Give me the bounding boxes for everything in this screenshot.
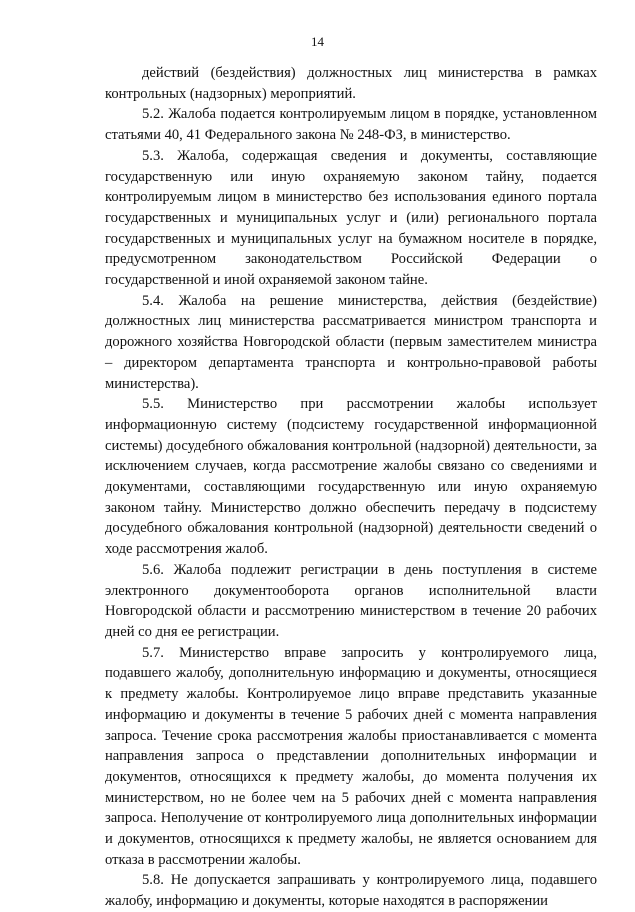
paragraph-continuation: действий (бездействия) должностных лиц министерства в рамках контрольных (надзорных) мероприятий. xyxy=(105,65,597,102)
paragraph-5-4: 5.4. Жалоба на решение министерства, действия (бездействие) должностных лиц министерства рассматривается министром транспорта и дорожного хозяйства Новгородской области (первым заместителем министра – директором департамента транспорта и контрольно-правовой работы министерства). xyxy=(105,292,597,392)
document-body xyxy=(105,63,597,912)
paragraph-5-5: 5.5. Министерство при рассмотрении жалобы использует информационную систему (подсистему государственной информационной системы) досудебного обжалования контрольной (надзорной) деятельности, за исключением случаев, когда рассмотрение жалобы связано со сведениями и документами, составляющими государственную или иную охраняемую законом тайну. Министерство должно обеспечить передачу в подсистему досудебного обжалования контрольной (надзорной) деятельности сведений о ходе рассмотрения жалоб. xyxy=(105,396,597,558)
page-number: 14 xyxy=(311,34,324,49)
paragraph-5-2: 5.2. Жалоба подается контролируемым лицом в порядке, установленном статьями 40, 41 Федерального закона № 248-ФЗ, в министерство. xyxy=(105,106,597,144)
paragraph-5-8: 5.8. Не допускается запрашивать у контролируемого лица, подавшего жалобу, информацию и документы, которые находятся в распоряжении xyxy=(105,872,597,910)
paragraph-5-7: 5.7. Министерство вправе запросить у контролируемого лица, подавшего жалобу, дополнительную информацию и документы, относящиеся к предмету жалобы. Контролируемое лицо вправе представить указанные информацию и документы в течение 5 рабочих дней с момента направления запроса. Течение срока рассмотрения жалобы приостанавливается с момента направления запроса о представлении дополнительных информации и документов, относящихся к предмету жалобы, до момента получения их министерством, но не более чем на 5 рабочих дней с момента направления запроса. Неполучение от контролируемого лица дополнительных информации и документов, относящихся к предмету жалобы, не является основанием для отказа в рассмотрении жалобы. xyxy=(105,644,597,868)
paragraph-5-3: 5.3. Жалоба, содержащая сведения и документы, составляющие государственную или иную охраняемую законом тайну, подается контролируемым лицом в министерство без использования единого портала государственных и муниципальных услуг и (или) регионального портала государственных и муниципальных услуг на бумажном носителе в порядке, предусмотренном законодательством Российской Федерации о государственной и иной охраняемой законом тайне. xyxy=(105,147,597,289)
paragraph-5-6: 5.6. Жалоба подлежит регистрации в день поступления в системе электронного документооборота органов исполнительной власти Новгородской области и рассмотрению министерством в течение 20 рабочих дней со дня ее регистрации. xyxy=(105,561,597,640)
